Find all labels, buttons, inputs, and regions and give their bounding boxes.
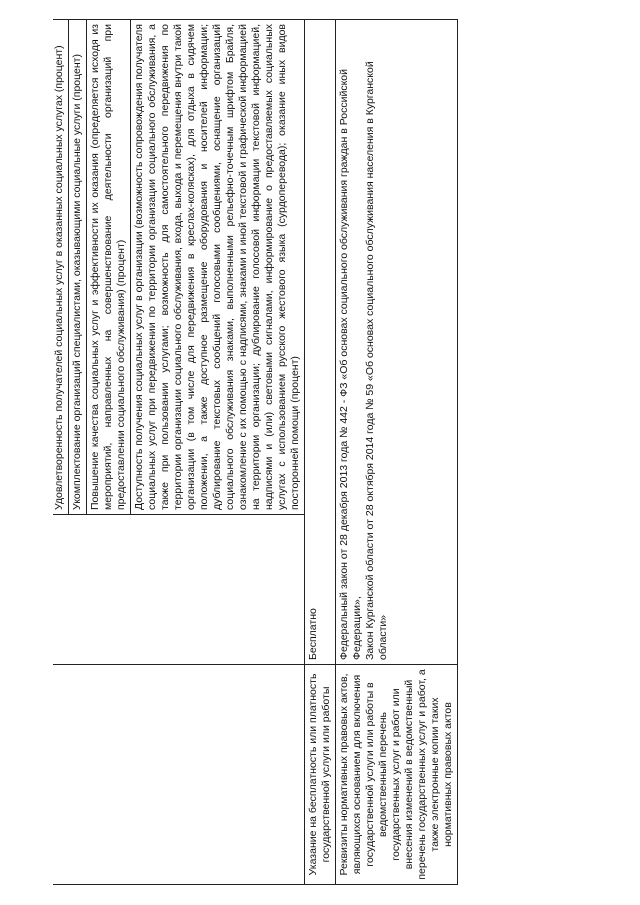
indicator-satisfaction: Удовлетворенность получателей социальных услуг в оказанных социальных услугах (процент) [53,45,65,510]
indicator-staffing: Укомплектование организаций специалистами, оказывающими социальные услуги (процент) [71,54,83,510]
quality-indicators-cell [53,20,305,515]
divider [68,20,69,514]
payment-value-cell [305,20,336,665]
divider [86,20,87,514]
payment-label: Указание на бесплатность или платность государственной услуги или работы [307,673,332,876]
empty-label-cell [53,665,305,885]
legal-label: Реквизиты нормативных правовых актов, являющихся основанием для включения государственной услуги или работы в ведомственный перечень государственных услуг и работ или внесения изменений в ведомственный перечень государственных услуг и работ, а также электронные копии таких нормативных правовых актов [338,669,454,880]
legal-value-cell [336,20,458,665]
payment-label-cell [305,665,336,885]
table-row-legal-acts [336,20,458,885]
legal-label-cell [336,665,458,885]
rotated-document-page [53,20,613,885]
divider [130,20,131,514]
empty-middle-cell [53,515,305,665]
indicator-accessibility: Доступность получения социальных услуг в организации (возможность сопровождения получателя социальных услуг при передвижении по территории организации социального обслуживания, а также при пользовании услугами; возможность для самостоятельного передвижения по территории организации социального обслуживания, входа, выхода и перемещения внутри такой организации (в том числе для передвижения в креслах-колясках), для отдыха в сидячем положении, а также доступное размещение оборудования и носителей информации; дублирование текстовых сообщений голосовыми сообщениями, оснащение организаций социального обслуживания знаками, выполненными рельефно-точечным шрифтом Брайля, ознакомление с их помощью с надписями, знаками и иной текстовой и графической информацией на территории организации; дублирование голосовой информации текстовой информацией, надписями и (или) световыми сигналами, информирование о предоставляемых социальных услугах с использованием русского жестового языка (сурдоперевода); оказание иных видов посторонней помощи (процент) [133,24,301,510]
federal-law: Федеральный закон от 28 декабря 2013 года № 442 - ФЗ «Об основах социального обслуживания граждан в Российской Федерации», [338,69,363,660]
regional-law: Закон Курганской области от 28 октября 2014 года № 59 «Об основах социального обслуживания населения в Курганской области» [364,61,389,660]
table-row-quality-indicators [53,20,305,885]
services-table [53,19,458,885]
table-row-payment [305,20,336,885]
payment-value: Бесплатно [307,608,319,660]
indicator-quality-improvement: Повышение качества социальных услуг и эффективности их оказания (определяется исходя из мероприятий, направленных на совершенствование деятельности организаций при предоставлении социального обслуживания) (процент) [89,24,127,510]
